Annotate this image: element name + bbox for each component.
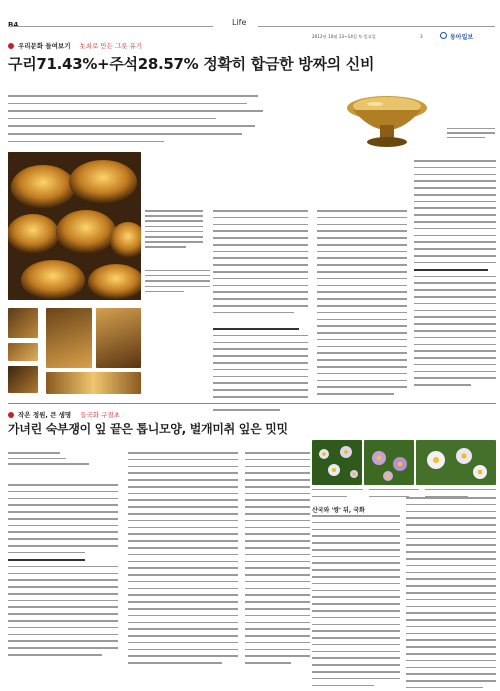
kicker-2 bbox=[8, 410, 120, 419]
headline: 구리71.43%+주석28.57% 정확히 합금한 방짜의 신비 bbox=[8, 55, 375, 73]
kicker-sublabel: 놋쇠로 만든 그릇 유기 bbox=[79, 42, 143, 50]
process-photo-3 bbox=[8, 366, 38, 393]
section-label: Life bbox=[232, 18, 247, 27]
body2-col-1 bbox=[8, 484, 118, 656]
body2-col-2 bbox=[128, 452, 238, 664]
header-rule-left bbox=[8, 26, 213, 27]
body-col-2 bbox=[213, 210, 308, 411]
brass-bowl-photo bbox=[345, 70, 430, 150]
bullet-icon bbox=[8, 412, 14, 418]
body-col-4 bbox=[414, 160, 496, 386]
flower-photo-1 bbox=[312, 440, 362, 485]
header-page-num: 3 bbox=[420, 34, 423, 39]
bullet-icon bbox=[8, 43, 14, 49]
bowl-caption bbox=[447, 128, 495, 138]
paper-logo-icon bbox=[440, 32, 447, 39]
body2-col-3 bbox=[245, 452, 310, 664]
kicker-label: 우리문화 들여보기 bbox=[18, 42, 71, 50]
process-photo-6 bbox=[46, 372, 141, 394]
kicker-2-label: 작은 정원, 큰 생명 bbox=[18, 411, 72, 419]
page-number: B4 bbox=[8, 21, 19, 29]
brass-bowls-photo bbox=[8, 152, 141, 300]
body2-col-4 bbox=[312, 515, 400, 686]
paper-name: 동아일보 bbox=[450, 34, 474, 41]
flower-photo-3 bbox=[416, 440, 496, 485]
kicker bbox=[8, 41, 142, 50]
process-photo-5 bbox=[96, 308, 141, 368]
lead-text bbox=[8, 95, 268, 142]
header-date: 2012년 10월 13~14일 토·일요일 bbox=[312, 34, 376, 39]
headline-2: 가녀린 숙부쟁이 잎 끝은 톱니모양, 벌개미취 잎은 밋밋 bbox=[8, 422, 288, 436]
body2-col-5 bbox=[406, 497, 496, 688]
flower-photo-2 bbox=[364, 440, 414, 485]
intro-col bbox=[8, 452, 123, 465]
flower-captions bbox=[312, 489, 496, 497]
body-col-1 bbox=[145, 210, 203, 248]
photo-caption bbox=[145, 270, 210, 292]
process-photo-1 bbox=[8, 308, 38, 338]
section-divider bbox=[8, 403, 496, 404]
process-photo-4 bbox=[46, 308, 92, 368]
subhead-2: 산국와 '쌍' 뒤, 국화 bbox=[312, 507, 365, 514]
process-photo-2 bbox=[8, 343, 38, 361]
header-rule-right bbox=[258, 26, 495, 27]
body-col-3 bbox=[317, 210, 407, 395]
kicker-2-sublabel: 들국화 구절초 bbox=[80, 411, 120, 419]
